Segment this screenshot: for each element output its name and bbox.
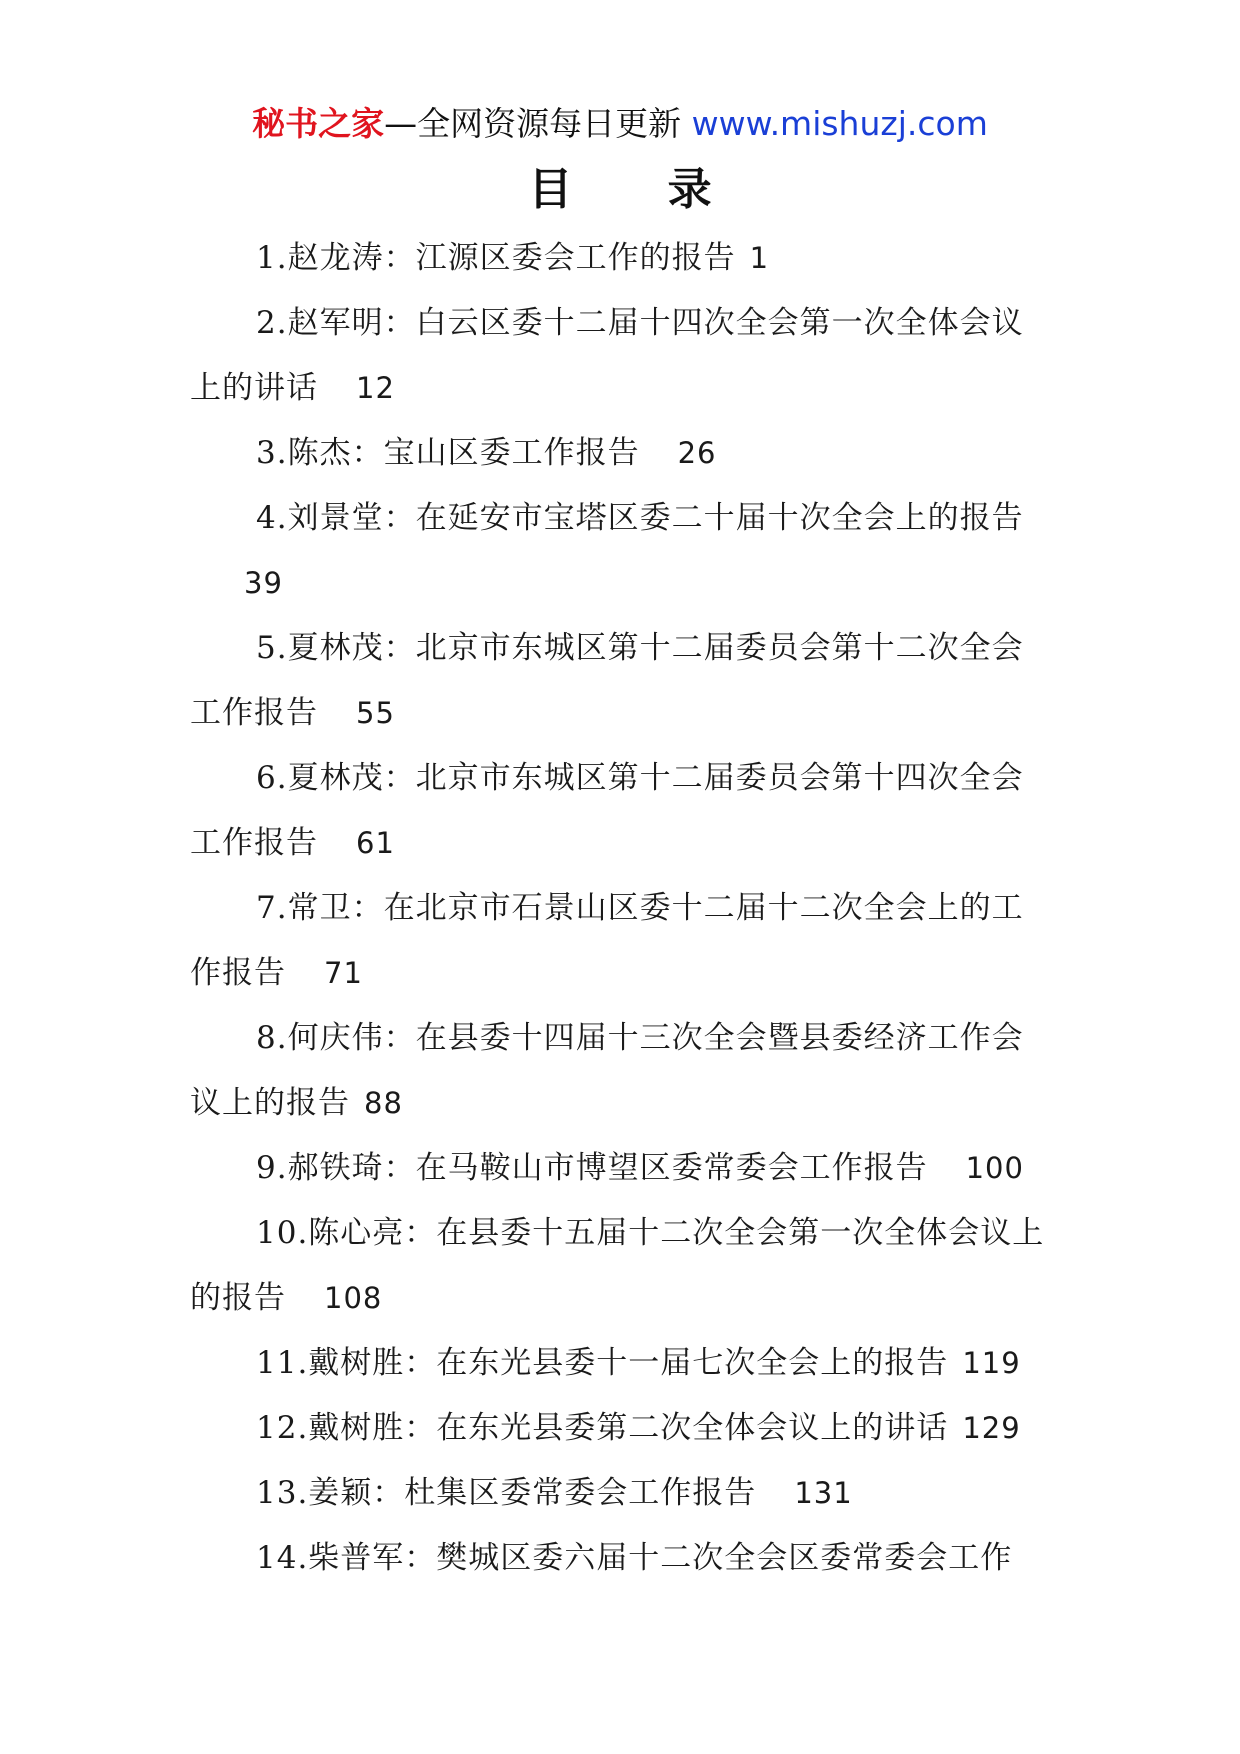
toc-entry-title: 7.常卫：在北京市石景山区委十二届十二次全会上的工作报告 <box>190 890 1024 991</box>
toc-entry[interactable] <box>190 876 1050 1006</box>
toc-entry-title: 9.郝铁琦：在马鞍山市博望区委常委会工作报告 <box>256 1150 928 1186</box>
toc-entry-title: 5.夏林茂：北京市东城区第十二届委员会第十二次全会工作报告 <box>190 630 1024 731</box>
toc-entry-title: 6.夏林茂：北京市东城区第十二届委员会第十四次全会工作报告 <box>190 760 1024 861</box>
toc-entry[interactable] <box>190 291 1050 421</box>
toc-entry[interactable] <box>190 1331 1050 1396</box>
toc-entry[interactable] <box>190 1136 1050 1201</box>
brand-name: 秘书之家 <box>252 104 385 143</box>
toc-entry[interactable] <box>190 1201 1050 1331</box>
toc-page-number: 119 <box>962 1346 1021 1380</box>
toc-entry-title: 10.陈心亮：在县委十五届十二次全会第一次全体会议上的报告 <box>190 1215 1045 1316</box>
toc-page-number: 71 <box>324 956 363 990</box>
toc-entry[interactable] <box>190 421 1050 486</box>
toc-entry[interactable] <box>190 616 1050 746</box>
toc-entry[interactable] <box>190 1461 1050 1526</box>
toc-page-number: 39 <box>244 566 283 600</box>
toc-entry[interactable] <box>190 226 1050 291</box>
site-tagline: —全网资源每日更新 <box>384 104 682 143</box>
toc-entry[interactable] <box>190 1396 1050 1461</box>
toc-entry-title: 14.柴普军：樊城区委六届十二次全会区委常委会工作 <box>256 1540 1013 1576</box>
toc-entry-title: 11.戴树胜：在东光县委十一届七次全会上的报告 <box>256 1345 949 1381</box>
table-of-contents <box>190 226 1050 1591</box>
toc-page-number: 61 <box>356 826 395 860</box>
toc-entry-title: 13.姜颖：杜集区委常委会工作报告 <box>256 1475 757 1511</box>
page-title: 目 录 <box>528 164 752 215</box>
toc-page-number: 108 <box>324 1281 383 1315</box>
toc-entry[interactable] <box>190 1526 1050 1591</box>
toc-entry-title: 2.赵军明：白云区委十二届十四次全会第一次全体会议上的讲话 <box>190 305 1024 406</box>
toc-page-number: 100 <box>965 1151 1024 1185</box>
site-header <box>0 98 1240 150</box>
toc-entry-title: 8.何庆伟：在县委十四届十三次全会暨县委经济工作会议上的报告 <box>190 1020 1024 1121</box>
toc-page-number: 26 <box>677 436 717 470</box>
toc-page-number: 129 <box>962 1411 1021 1445</box>
toc-entry-title: 4.刘景堂：在延安市宝塔区委二十届十次全会上的报告 <box>256 500 1024 536</box>
toc-entry[interactable] <box>190 486 1050 616</box>
toc-entry-title: 12.戴树胜：在东光县委第二次全体会议上的讲话 <box>256 1410 949 1446</box>
toc-entry-title: 1.赵龙涛：江源区委会工作的报告 <box>256 240 736 276</box>
toc-entry[interactable] <box>190 1006 1050 1136</box>
toc-page-number: 1 <box>749 241 770 275</box>
toc-entry-title: 3.陈杰：宝山区委工作报告 <box>256 435 640 471</box>
toc-page-number: 55 <box>356 696 395 730</box>
toc-entry[interactable] <box>190 746 1050 876</box>
toc-page-number: 88 <box>364 1086 403 1120</box>
toc-page-number: 131 <box>794 1476 853 1510</box>
site-url-link[interactable]: www.mishuzj.com <box>691 104 988 143</box>
toc-page-number: 12 <box>356 371 395 405</box>
